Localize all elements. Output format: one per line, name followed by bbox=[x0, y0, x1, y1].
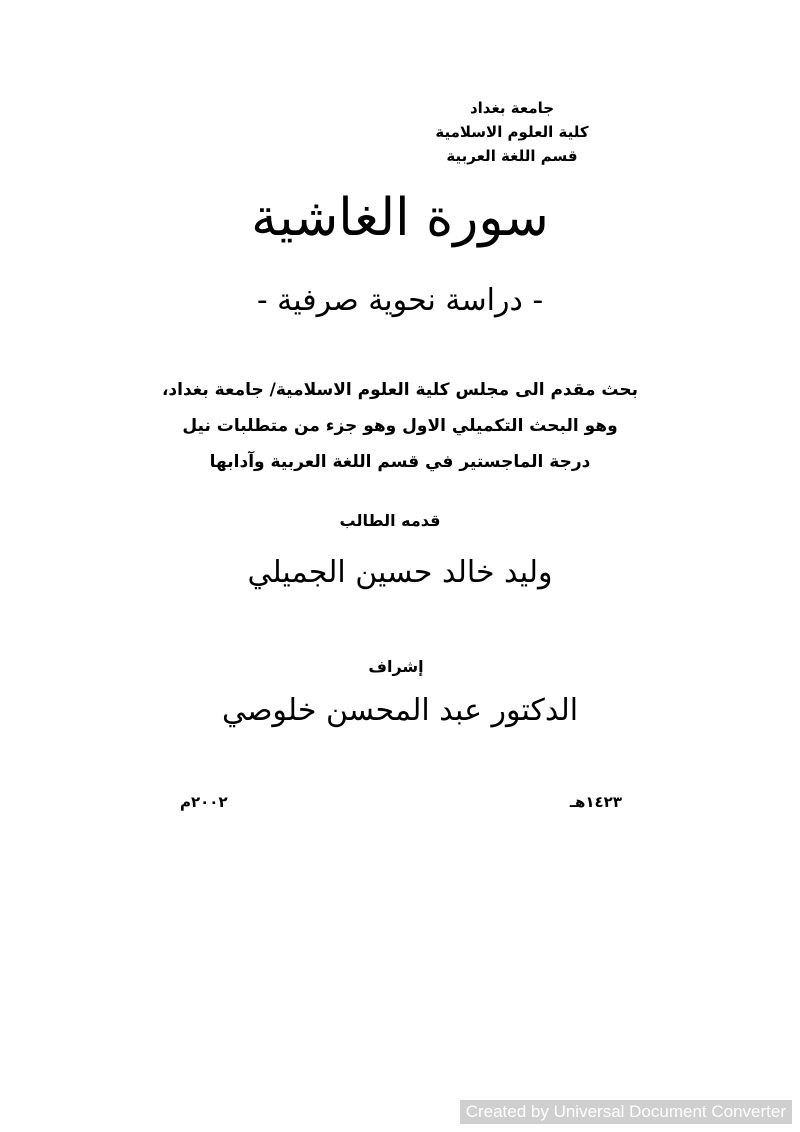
description-line-2: وهو البحث التكميلي الاول وهو جزء من متطلبات نيل bbox=[182, 416, 618, 436]
description-line-1: بحث مقدم الى مجلس كلية العلوم الاسلامية/ جامعة بغداد، bbox=[161, 380, 639, 400]
student-name: وليد خالد حسين الجميلي bbox=[247, 555, 553, 590]
hijri-date: ١٤٢٣هـ bbox=[569, 793, 622, 811]
thesis-description bbox=[0, 372, 800, 480]
university-name: جامعة بغداد bbox=[469, 99, 555, 117]
converter-watermark: Created by Universal Document Converter bbox=[460, 1100, 792, 1124]
supervision-label: إشراف bbox=[368, 657, 424, 676]
description-line-3: درجة الماجستير في قسم اللغة العربية وآدابها bbox=[209, 452, 591, 472]
institution-header bbox=[402, 96, 622, 168]
gregorian-date: ٢٠٠٢م bbox=[180, 793, 228, 811]
college-name: كلية العلوم الاسلامية bbox=[435, 123, 589, 141]
document-subtitle: - دراسة نحوية صرفية - bbox=[256, 283, 544, 318]
department-name: قسم اللغة العربية bbox=[446, 147, 578, 165]
document-title: سورة الغاشية bbox=[251, 188, 549, 248]
student-label: قدمه الطالب bbox=[339, 511, 441, 530]
supervisor-name: الدكتور عبد المحسن خلوصي bbox=[221, 693, 579, 728]
